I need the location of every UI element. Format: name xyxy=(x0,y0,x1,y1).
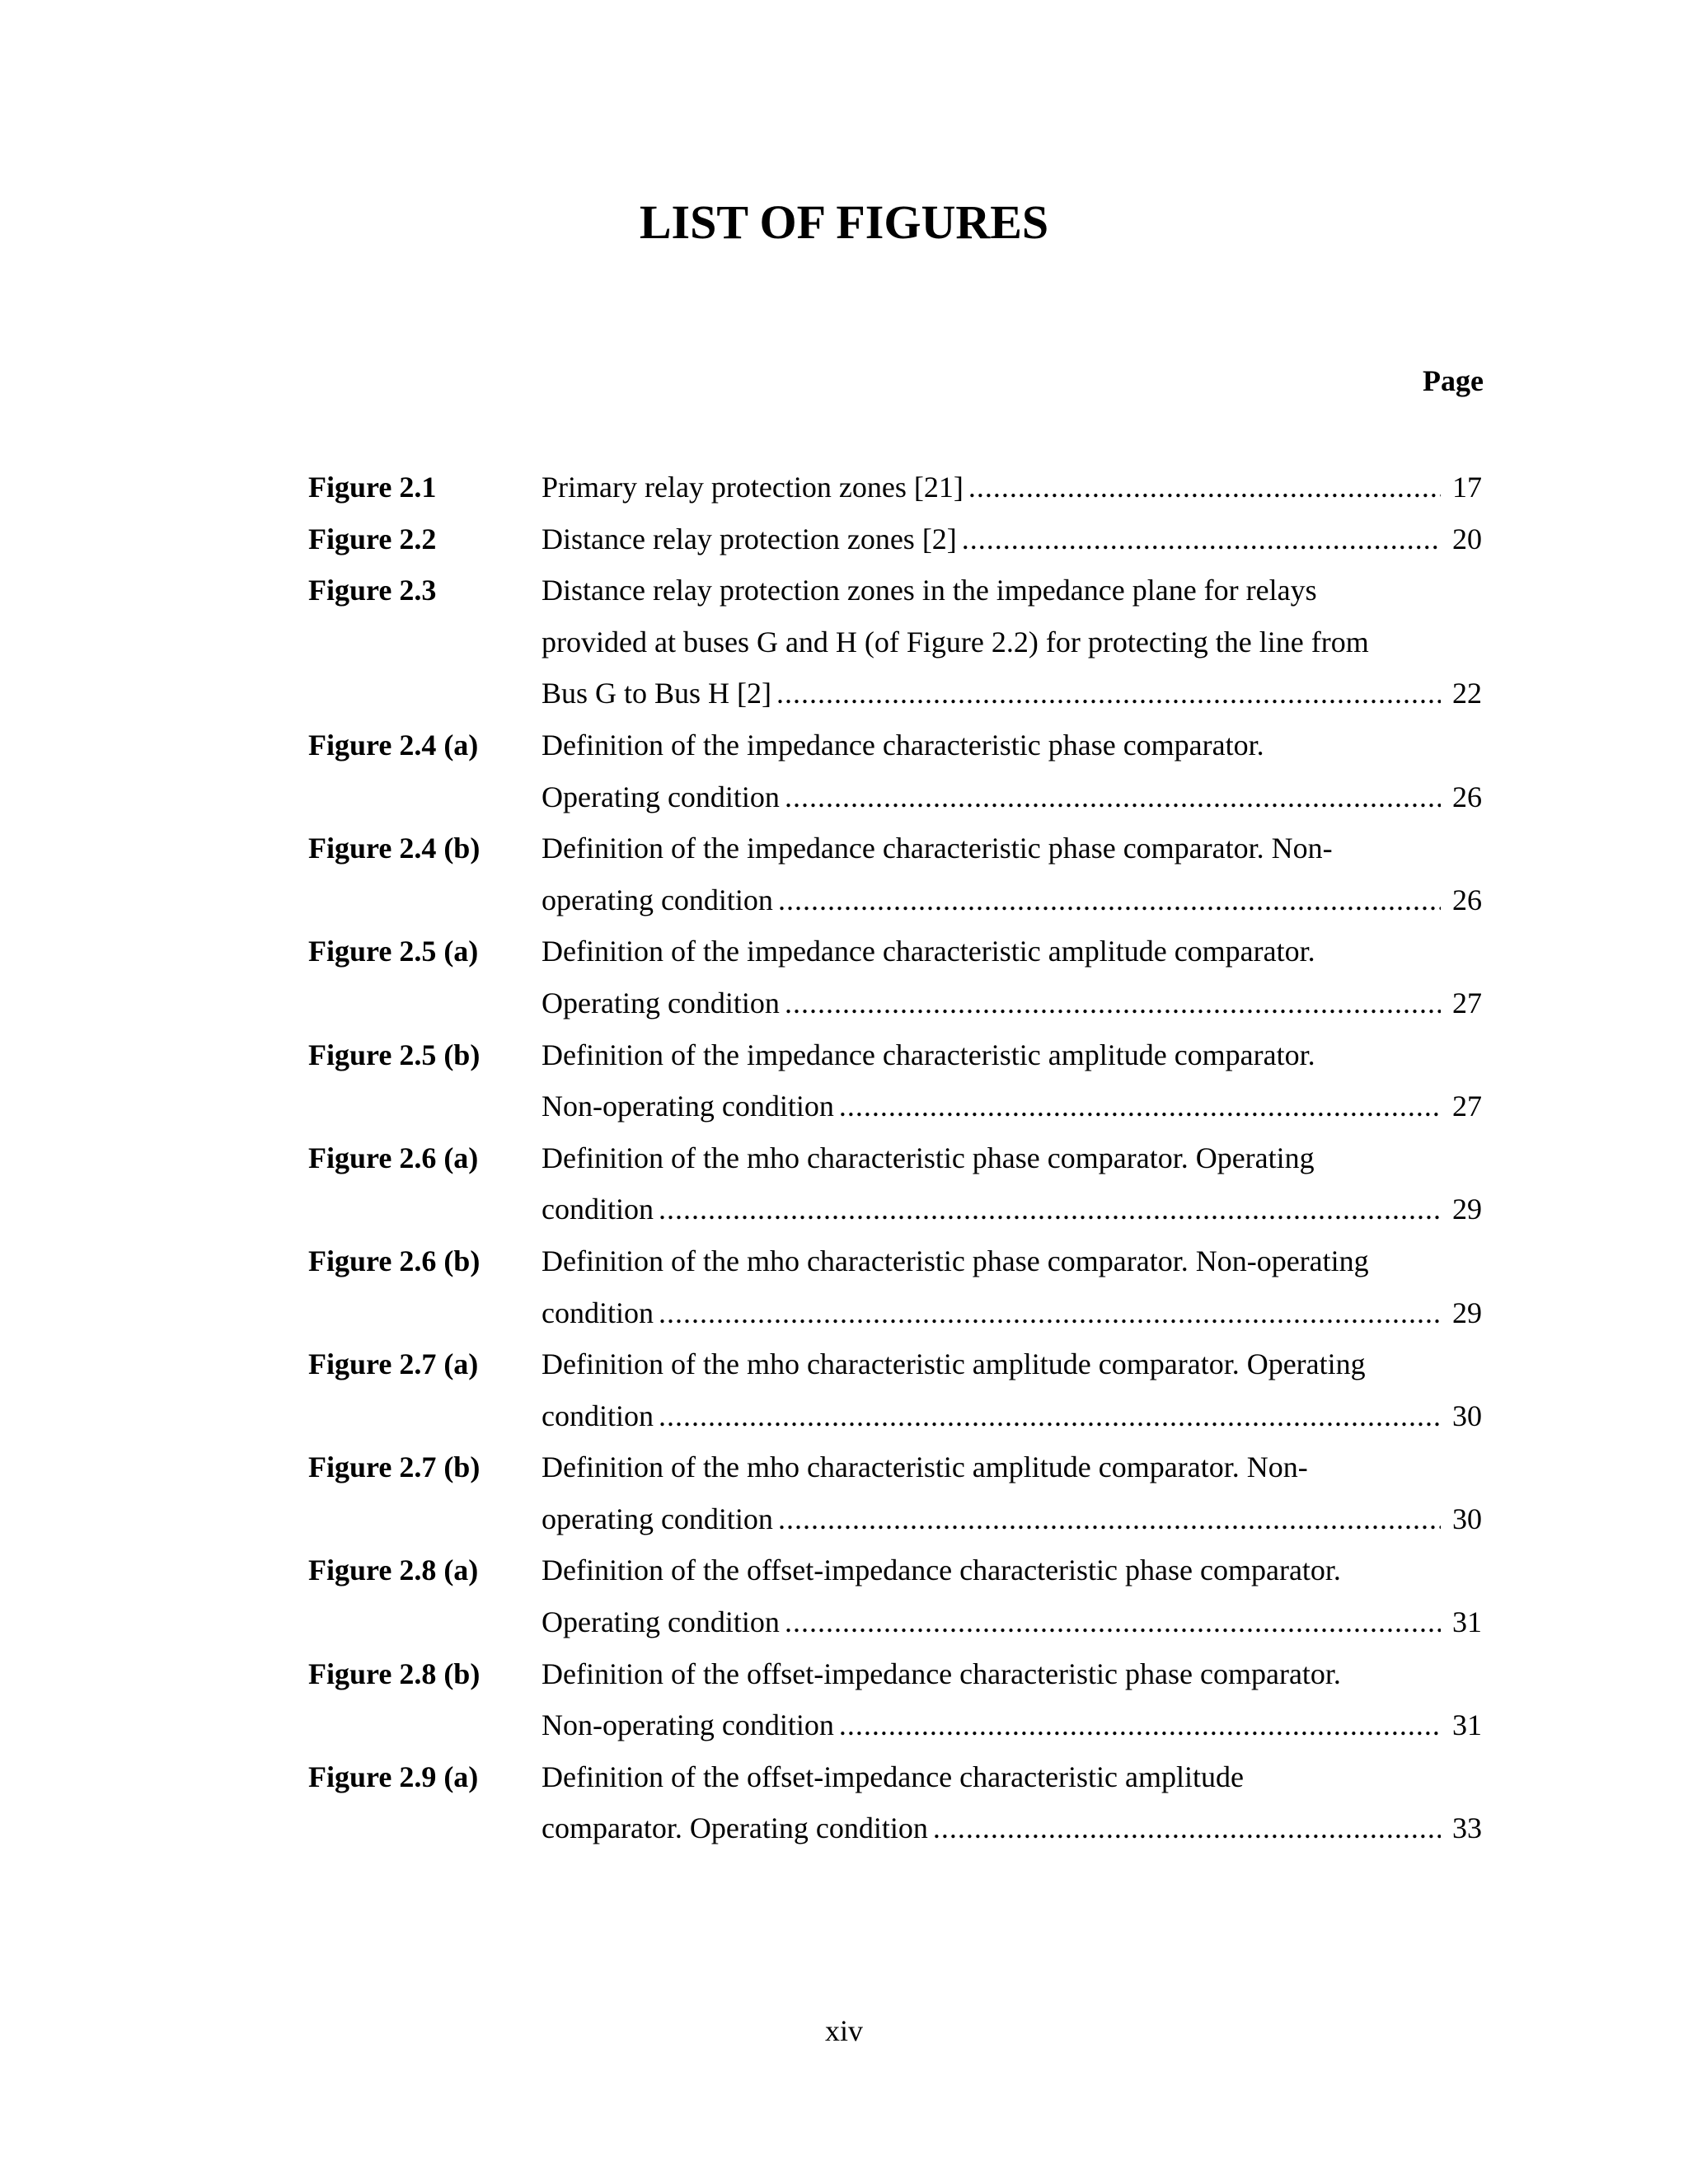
caption-line: Definition of the mho characteristic phase comparator. Non-operating xyxy=(542,1244,1369,1277)
figure-label: Figure 2.5 (a) xyxy=(308,935,479,968)
caption-line: comparator. Operating condition xyxy=(542,1811,928,1845)
toc-entry xyxy=(308,513,1482,565)
figure-label: Figure 2.5 (b) xyxy=(308,1038,481,1071)
caption-line: Definition of the offset-impedance characteristic amplitude xyxy=(542,1760,1244,1793)
caption-last-line xyxy=(542,1080,1482,1132)
figure-label: Figure 2.4 (b) xyxy=(308,832,481,865)
caption-line: condition xyxy=(542,1193,654,1226)
caption-line: Primary relay protection zones [21] xyxy=(542,471,964,504)
caption-line: Non-operating condition xyxy=(542,1090,834,1123)
caption-line: Definition of the impedance characteristic phase comparator. xyxy=(542,728,1264,762)
figure-caption xyxy=(542,1338,1482,1441)
caption-last-line xyxy=(542,1183,1482,1235)
toc-entry xyxy=(308,1751,1482,1854)
caption-line: Distance relay protection zones [2] xyxy=(542,522,957,555)
caption-line: condition xyxy=(542,1296,654,1329)
figure-caption xyxy=(542,719,1482,823)
dot-leader xyxy=(659,1390,1441,1442)
dot-leader xyxy=(785,977,1441,1029)
toc-entry xyxy=(308,1235,1482,1338)
figure-label: Figure 2.4 (a) xyxy=(308,728,479,762)
figure-label: Figure 2.6 (a) xyxy=(308,1141,479,1174)
dot-leader xyxy=(785,771,1441,823)
figure-caption xyxy=(542,926,1482,1029)
caption-last-line xyxy=(542,874,1482,926)
caption-line: Definition of the mho characteristic phase comparator. Operating xyxy=(542,1141,1315,1174)
toc-entry xyxy=(308,823,1482,926)
page-number: 17 xyxy=(1452,471,1482,504)
toc-entry xyxy=(308,1132,1482,1235)
page-title: LIST OF FIGURES xyxy=(639,195,1049,249)
page-number: 29 xyxy=(1452,1296,1482,1329)
dot-leader xyxy=(659,1287,1441,1339)
dot-leader xyxy=(785,1596,1441,1648)
page-number: 27 xyxy=(1452,1090,1482,1123)
page-number: 31 xyxy=(1452,1708,1482,1742)
figure-caption xyxy=(542,565,1482,719)
figure-label: Figure 2.1 xyxy=(308,471,437,504)
figure-label: Figure 2.2 xyxy=(308,522,437,555)
figure-caption xyxy=(542,1751,1482,1854)
caption-last-line xyxy=(542,668,1482,719)
toc-entry xyxy=(308,1338,1482,1441)
toc-entry xyxy=(308,926,1482,1029)
page-number: 30 xyxy=(1452,1399,1482,1432)
footer-page-number: xiv xyxy=(824,2014,863,2047)
caption-line: Definition of the offset-impedance characteristic phase comparator. xyxy=(542,1657,1341,1690)
page-number: 26 xyxy=(1452,780,1482,813)
figure-caption xyxy=(542,823,1482,926)
caption-last-line xyxy=(542,977,1482,1029)
dot-leader xyxy=(659,1183,1441,1235)
toc-entry xyxy=(308,1648,1482,1751)
caption-last-line xyxy=(542,1390,1482,1442)
page-number: 26 xyxy=(1452,883,1482,916)
caption-line: Operating condition xyxy=(542,780,780,813)
caption-line: Non-operating condition xyxy=(542,1708,834,1742)
figure-caption xyxy=(542,1235,1482,1338)
page-number: 22 xyxy=(1452,677,1482,710)
figure-caption xyxy=(542,1544,1482,1647)
figure-label: Figure 2.8 (a) xyxy=(308,1554,479,1587)
caption-line: Definition of the mho characteristic amplitude comparator. Operating xyxy=(542,1347,1366,1381)
caption-last-line xyxy=(542,513,1482,565)
figure-label: Figure 2.8 (b) xyxy=(308,1657,481,1690)
caption-line: Definition of the mho characteristic amplitude comparator. Non- xyxy=(542,1451,1308,1484)
dot-leader xyxy=(776,668,1441,719)
toc-entry xyxy=(308,1441,1482,1544)
toc-entry xyxy=(308,719,1482,823)
caption-line: Distance relay protection zones in the impedance plane for relays xyxy=(542,574,1317,607)
caption-line: Bus G to Bus H [2] xyxy=(542,677,772,710)
caption-line: Operating condition xyxy=(542,986,780,1019)
figure-label: Figure 2.7 (a) xyxy=(308,1347,479,1381)
caption-last-line xyxy=(542,1596,1482,1648)
caption-last-line xyxy=(542,1802,1482,1854)
page-number: 31 xyxy=(1452,1605,1482,1639)
figure-caption xyxy=(542,1029,1482,1132)
caption-last-line xyxy=(542,1287,1482,1339)
toc-entry xyxy=(308,1029,1482,1132)
toc-entry xyxy=(308,462,1482,513)
caption-line: Operating condition xyxy=(542,1605,780,1639)
dot-leader xyxy=(839,1080,1441,1132)
page-number: 29 xyxy=(1452,1193,1482,1226)
dot-leader xyxy=(778,1493,1441,1545)
page-number: 33 xyxy=(1452,1811,1482,1845)
figure-caption xyxy=(542,462,1482,513)
caption-last-line xyxy=(542,771,1482,823)
dot-leader xyxy=(968,462,1441,513)
figure-caption xyxy=(542,1441,1482,1544)
caption-line: condition xyxy=(542,1399,654,1432)
page-number: 20 xyxy=(1452,522,1482,555)
figure-caption xyxy=(542,513,1482,565)
dot-leader xyxy=(839,1699,1441,1751)
caption-line: Definition of the impedance characteristic amplitude comparator. xyxy=(542,1038,1315,1071)
caption-last-line xyxy=(542,462,1482,513)
toc-entry xyxy=(308,565,1482,719)
caption-line: Definition of the impedance characteristic amplitude comparator. xyxy=(542,935,1315,968)
figure-label: Figure 2.6 (b) xyxy=(308,1244,481,1277)
page-column-heading: Page xyxy=(1423,364,1484,397)
dot-leader xyxy=(778,874,1441,926)
caption-line: operating condition xyxy=(542,883,773,916)
figure-caption xyxy=(542,1132,1482,1235)
caption-last-line xyxy=(542,1699,1482,1751)
dot-leader xyxy=(933,1802,1441,1854)
dot-leader xyxy=(962,513,1441,565)
page-number: 27 xyxy=(1452,986,1482,1019)
figure-label: Figure 2.7 (b) xyxy=(308,1451,481,1484)
figure-caption xyxy=(542,1648,1482,1751)
caption-line: Definition of the impedance characteristic phase comparator. Non- xyxy=(542,832,1333,865)
page-number: 30 xyxy=(1452,1502,1482,1535)
caption-line: provided at buses G and H (of Figure 2.2) for protecting the line from xyxy=(542,625,1369,658)
figure-label: Figure 2.9 (a) xyxy=(308,1760,479,1793)
caption-last-line xyxy=(542,1493,1482,1545)
toc-entry xyxy=(308,1544,1482,1647)
figure-list xyxy=(308,462,1482,1854)
caption-line: Definition of the offset-impedance characteristic phase comparator. xyxy=(542,1554,1341,1587)
caption-line: operating condition xyxy=(542,1502,773,1535)
figure-label: Figure 2.3 xyxy=(308,574,437,607)
